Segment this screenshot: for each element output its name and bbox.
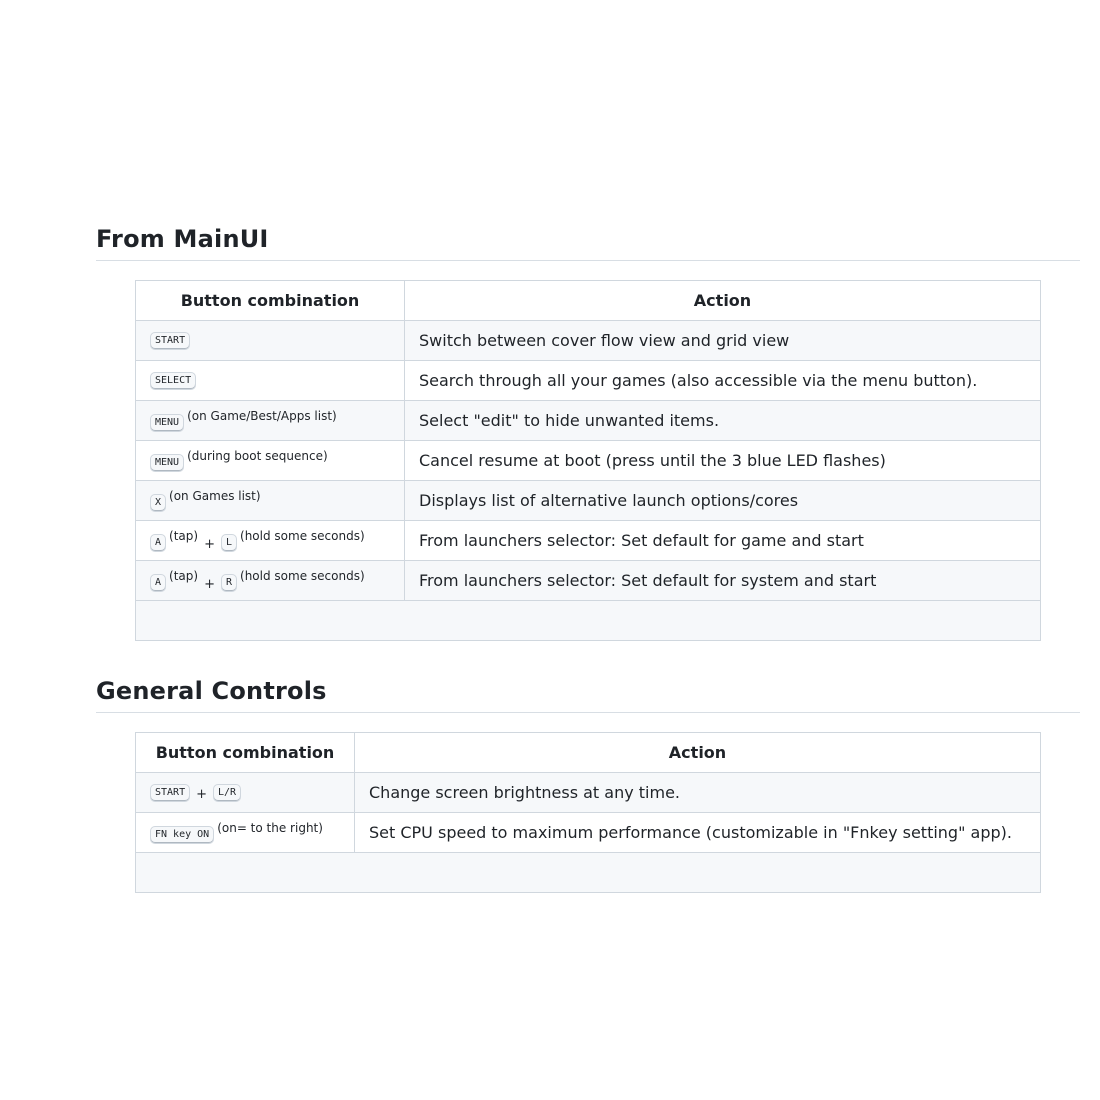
key-note: (on Game/Best/Apps list) (187, 408, 337, 423)
key-note: (hold some seconds) (240, 568, 365, 583)
action-cell: Cancel resume at boot (press until the 3 blue LED flashes) (405, 441, 1041, 481)
controls-table (135, 732, 1041, 893)
column-header: Action (355, 733, 1041, 773)
controls-table (135, 280, 1041, 641)
key-badge: A (150, 574, 166, 592)
table-row (136, 521, 1041, 561)
section-title: General Controls (96, 670, 1080, 713)
section-general-controls (96, 670, 1080, 842)
key-badge: L (221, 534, 237, 552)
key-badge: MENU (150, 414, 184, 432)
table-row (136, 773, 1041, 813)
key-note: (on= to the right) (217, 820, 323, 835)
table-row (136, 361, 1041, 401)
action-cell: Switch between cover flow view and grid view (405, 321, 1041, 361)
column-header: Button combination (136, 281, 405, 321)
action-cell: Change screen brightness at any time. (355, 773, 1041, 813)
table-header-row (136, 733, 1041, 773)
table-row (136, 561, 1041, 601)
key-badge: L/R (213, 784, 241, 802)
table-row (136, 321, 1041, 361)
table-header-row (136, 281, 1041, 321)
action-cell: From launchers selector: Set default for system and start (405, 561, 1041, 601)
table-row (136, 481, 1041, 521)
plus-sign: + (196, 786, 208, 802)
key-note: (tap) (169, 568, 199, 583)
empty-row (136, 853, 1041, 893)
key-badge: FN key ON (150, 826, 214, 844)
key-badge: SELECT (150, 372, 196, 390)
key-note: (hold some seconds) (240, 528, 365, 543)
key-note: (tap) (169, 528, 199, 543)
key-badge: START (150, 332, 190, 350)
key-badge: X (150, 494, 166, 512)
section-from-mainui (96, 218, 1080, 592)
table-row (136, 401, 1041, 441)
action-cell: From launchers selector: Set default for game and start (405, 521, 1041, 561)
key-badge: MENU (150, 454, 184, 472)
action-cell: Search through all your games (also accessible via the menu button). (405, 361, 1041, 401)
key-badge: A (150, 534, 166, 552)
column-header: Button combination (136, 733, 355, 773)
action-cell: Displays list of alternative launch options/cores (405, 481, 1041, 521)
key-note: (during boot sequence) (187, 448, 328, 463)
table-row (136, 441, 1041, 481)
table-row (136, 813, 1041, 853)
action-cell: Select "edit" to hide unwanted items. (405, 401, 1041, 441)
key-badge: START (150, 784, 190, 802)
column-header: Action (405, 281, 1041, 321)
action-cell: Set CPU speed to maximum performance (customizable in "Fnkey setting" app). (355, 813, 1041, 853)
section-title: From MainUI (96, 218, 1080, 261)
empty-row (136, 601, 1041, 641)
plus-sign: + (204, 536, 215, 552)
key-note: (on Games list) (169, 488, 261, 503)
plus-sign: + (204, 576, 215, 592)
key-badge: R (221, 574, 237, 592)
